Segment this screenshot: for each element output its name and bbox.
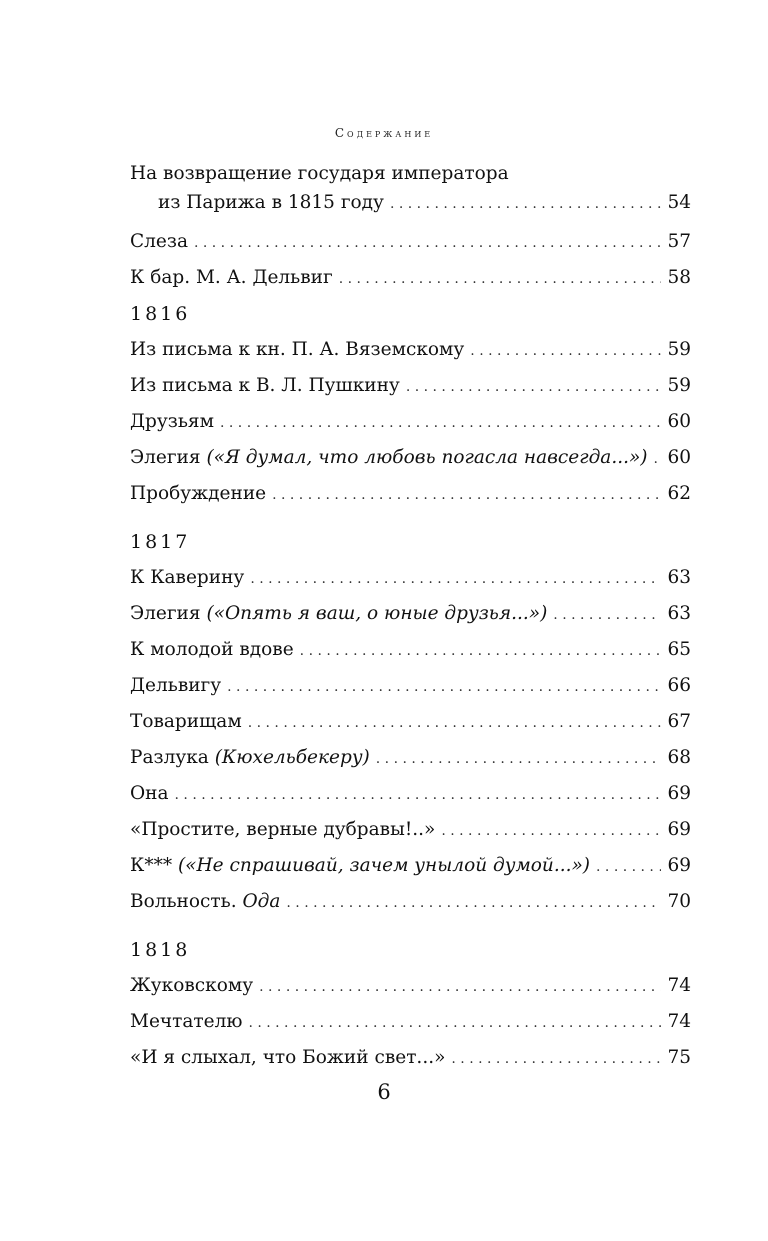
toc-entry-title: Мечтателю — [130, 1011, 243, 1032]
leader-dots — [376, 741, 662, 777]
toc-page-number: 75 — [667, 1047, 691, 1068]
toc-entry-title: Элегия («Опять я ваш, о юные друзья...») — [130, 603, 548, 624]
toc-entry[interactable] — [130, 968, 691, 1004]
toc-entry[interactable] — [130, 224, 691, 260]
toc-entry-title: «И я слыхал, что Божий свет...» — [130, 1047, 446, 1068]
toc-page-number: 60 — [667, 447, 691, 468]
toc-entry-title: К молодой вдове — [130, 639, 294, 660]
toc-page-number: 69 — [667, 783, 691, 804]
toc-entry[interactable] — [130, 812, 691, 848]
toc-entry[interactable] — [130, 368, 691, 404]
leader-dots — [250, 561, 661, 597]
page-number: 6 — [377, 1080, 391, 1104]
toc-entry-title: Из письма к В. Л. Пушкину — [130, 375, 400, 396]
toc-entry-title: Она — [130, 783, 169, 804]
leader-dots — [272, 477, 661, 513]
toc-entry-title: Друзьям — [130, 411, 214, 432]
toc-entry[interactable] — [130, 776, 691, 812]
toc-page-number: 66 — [667, 675, 691, 696]
toc-page-number: 74 — [667, 975, 691, 996]
running-header: Содержание — [334, 126, 434, 140]
toc-page-number: 58 — [667, 267, 691, 288]
toc-page-number: 68 — [667, 747, 691, 768]
toc-entry-title: Жуковскому — [130, 975, 254, 996]
toc-entry-title: Дельвигу — [130, 675, 222, 696]
toc-entry-title: Пробуждение — [130, 483, 267, 504]
toc-page-number: 74 — [667, 1011, 691, 1032]
toc-page-number: 69 — [667, 819, 691, 840]
leader-dots — [553, 597, 661, 633]
toc-entry-title: Из письма к кн. П. А. Вяземскому — [130, 339, 465, 360]
toc-page-number: 62 — [667, 483, 691, 504]
toc-entry[interactable] — [130, 1040, 691, 1076]
toc-page-number: 57 — [667, 231, 691, 252]
leader-dots — [441, 813, 661, 849]
toc-entry-title: Слеза — [130, 231, 188, 252]
toc-entry-title: Элегия («Я думал, что любовь погасла навсегда...») — [130, 447, 648, 468]
toc-entry-title: Разлука (Кюхельбекеру) — [130, 747, 370, 768]
leader-dots — [194, 225, 661, 261]
leader-dots — [406, 369, 662, 405]
toc-entry[interactable] — [130, 440, 691, 476]
toc-entry[interactable] — [130, 560, 691, 596]
leader-dots — [300, 633, 662, 669]
leader-dots — [596, 849, 661, 885]
toc-entry[interactable] — [130, 704, 691, 740]
leader-dots — [248, 705, 662, 741]
leader-dots — [339, 261, 662, 297]
toc-page-number: 59 — [667, 375, 691, 396]
toc-entry-title: К*** («Не спрашивай, зачем унылой думой...») — [130, 855, 591, 876]
toc-entry[interactable] — [130, 1004, 691, 1040]
leader-dots — [286, 885, 661, 921]
toc-entry-title: К Каверину — [130, 567, 245, 588]
leader-dots — [470, 333, 661, 369]
toc-entry[interactable] — [130, 188, 691, 218]
leader-dots — [175, 777, 662, 813]
toc-page-number: 60 — [667, 411, 691, 432]
toc-entry[interactable] — [130, 668, 691, 704]
toc-page-number: 63 — [667, 603, 691, 624]
toc-entry[interactable] — [130, 884, 691, 920]
leader-dots — [227, 669, 661, 705]
leader-dots — [248, 1005, 661, 1041]
toc-page-number: 69 — [667, 855, 691, 876]
toc-entry[interactable] — [130, 404, 691, 440]
table-of-contents — [130, 160, 691, 1076]
toc-page-number: 63 — [667, 567, 691, 588]
toc-entry[interactable] — [130, 476, 691, 512]
leader-dots — [220, 405, 661, 441]
leader-dots — [390, 189, 662, 219]
toc-page-number: 67 — [667, 711, 691, 732]
toc-page-number: 59 — [667, 339, 691, 360]
toc-entry-title: Вольность. Ода — [130, 891, 281, 912]
toc-entry-title: «Простите, верные дубравы!..» — [130, 819, 436, 840]
toc-entry-title: из Парижа в 1815 году — [158, 192, 384, 213]
toc-page-number: 65 — [667, 639, 691, 660]
leader-dots — [451, 1041, 661, 1077]
toc-entry[interactable] — [130, 332, 691, 368]
leader-dots — [654, 441, 662, 477]
toc-entry[interactable] — [130, 632, 691, 668]
toc-entry[interactable] — [130, 740, 691, 776]
toc-entry-title-line1: На возвращение государя императора — [130, 163, 509, 184]
toc-entry[interactable] — [130, 596, 691, 632]
toc-page-number: 70 — [667, 891, 691, 912]
year-heading-1818: 1818 — [130, 939, 191, 961]
year-heading-1817: 1817 — [130, 531, 191, 553]
toc-entry[interactable] — [130, 260, 691, 296]
toc-page-number: 54 — [667, 192, 691, 213]
toc-entry-title: Товарищам — [130, 711, 242, 732]
leader-dots — [259, 969, 661, 1005]
toc-entry-title: К бар. М. А. Дельвиг — [130, 267, 333, 288]
toc-entry[interactable] — [130, 848, 691, 884]
year-heading-1816: 1816 — [130, 303, 191, 325]
